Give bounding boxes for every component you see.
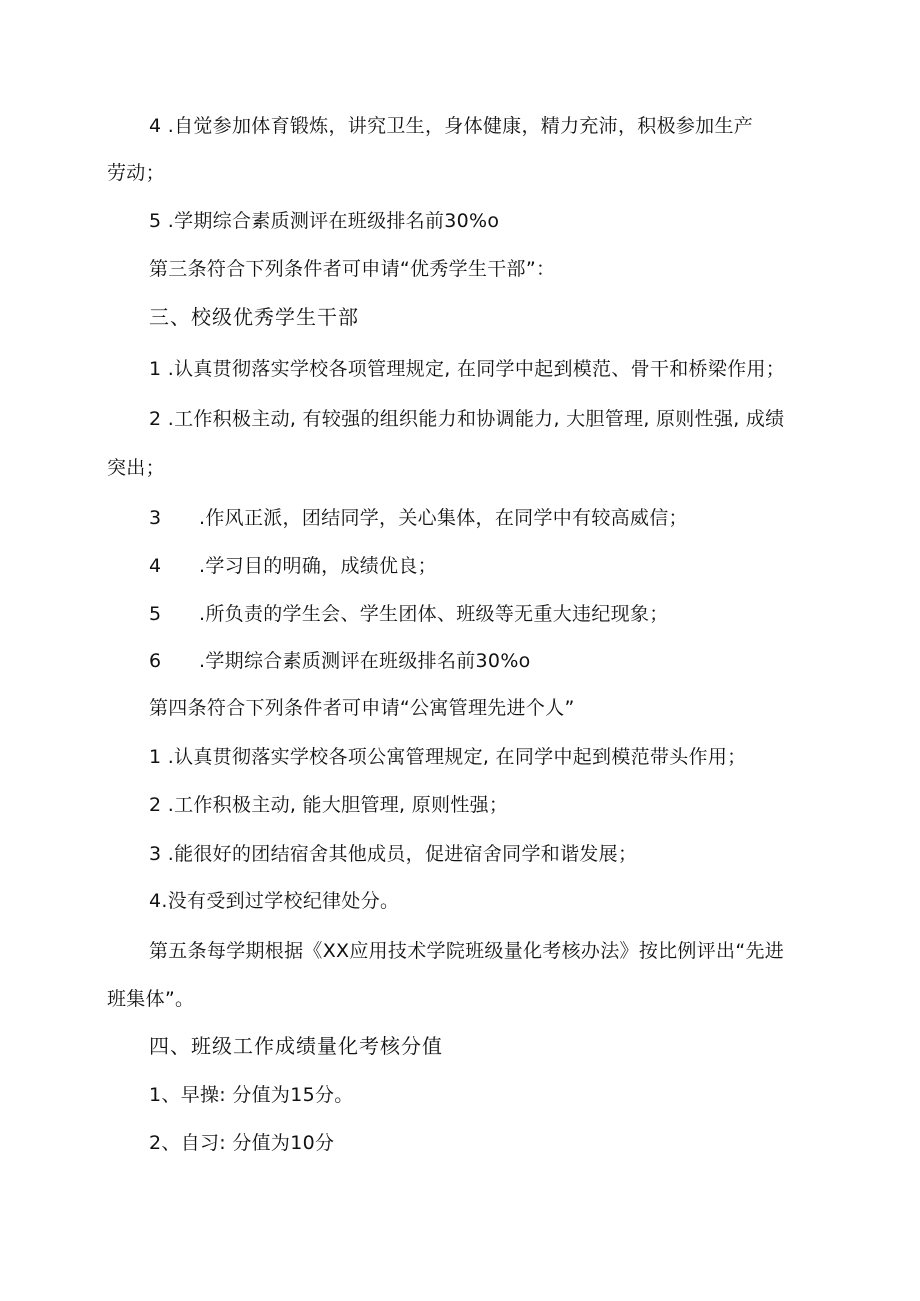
list-text: .作风正派，团结同学，关心集体，在同学中有较高威信； — [199, 507, 688, 529]
cadre-item-1: 1 .认真贯彻落实学校各项管理规定, 在同学中起到模范、骨干和桥梁作用； — [149, 358, 786, 380]
list-text: .所负责的学生会、学生团体、班级等无重大违纪现象； — [199, 603, 669, 625]
article-3: 第三条符合下列条件者可申请“优秀学生干部”： — [149, 258, 556, 280]
article-4: 第四条符合下列条件者可申请“公寓管理先进个人” — [149, 697, 575, 719]
cadre-item-5 — [149, 601, 669, 627]
score-item-1: 1、早操: 分值为15分。 — [149, 1084, 354, 1106]
cadre-item-2-continuation: 突出； — [107, 457, 165, 479]
cadre-item-6 — [149, 648, 531, 674]
item-4-physical-exercise: 4 .自觉参加体育锻炼，讲究卫生，身体健康，精力充沛，积极参加生产 — [149, 115, 754, 137]
list-number: 4 — [149, 555, 162, 577]
article-5: 第五条每学期根据《XX应用技术学院班级量化考核办法》按比例评出“先进 — [149, 940, 785, 962]
dorm-item-4: 4.没有受到过学校纪律处分。 — [149, 890, 400, 912]
item-5-ranking: 5 .学期综合素质测评在班级排名前30%o — [149, 210, 500, 232]
article-5-continuation: 班集体”。 — [107, 988, 195, 1010]
list-number: 6 — [149, 650, 162, 672]
list-text: .学习目的明确，成绩优良； — [199, 555, 437, 577]
section-heading-4: 四、班级工作成绩量化考核分值 — [149, 1034, 443, 1058]
dorm-item-3: 3 .能很好的团结宿舍其他成员，促进宿舍同学和谐发展； — [149, 843, 638, 865]
cadre-item-2: 2 .工作积极主动, 有较强的组织能力和协调能力, 大胆管理, 原则性强, 成绩 — [149, 408, 785, 430]
item-4-continuation: 劳动； — [107, 162, 165, 184]
list-number: 5 — [149, 603, 162, 625]
list-number: 3 — [149, 507, 162, 529]
section-heading-3: 三、校级优秀学生干部 — [149, 305, 359, 329]
list-text: .学期综合素质测评在班级排名前30%o — [199, 650, 531, 672]
dorm-item-2: 2 .工作积极主动, 能大胆管理, 原则性强； — [149, 794, 509, 816]
dorm-item-1: 1 .认真贯彻落实学校各项公寓管理规定, 在同学中起到模范带头作用； — [149, 746, 747, 768]
score-item-2: 2、自习: 分值为10分 — [149, 1132, 335, 1154]
cadre-item-4 — [149, 553, 437, 579]
cadre-item-3 — [149, 505, 688, 531]
